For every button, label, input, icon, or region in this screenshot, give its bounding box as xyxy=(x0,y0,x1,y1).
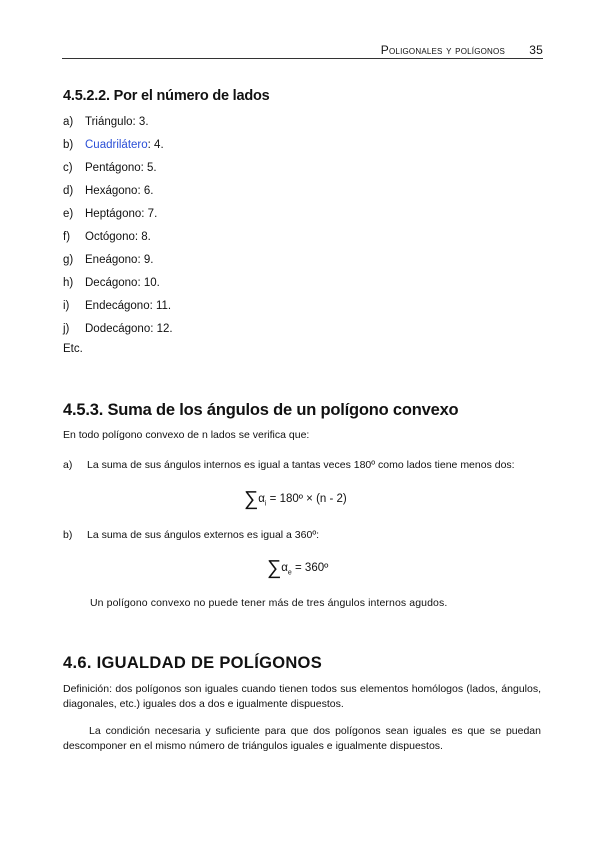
list-item xyxy=(63,274,173,297)
definition-paragraph: Definición: dos polígonos son iguales cuando tienen todos sus elementos homólogos (lados, ángulos, diagonales, etc.) iguales dos a dos e igualmente dispuestos. xyxy=(63,683,541,710)
side-count: : 8. xyxy=(134,231,151,243)
list-item xyxy=(63,182,173,205)
list-marker: c) xyxy=(63,162,73,174)
quadrilateral-link[interactable]: Cuadrilátero xyxy=(85,139,148,151)
item-text: La suma de sus ángulos internos es igual a tantas veces 180º como lados tiene menos dos: xyxy=(87,459,515,471)
list-item xyxy=(63,297,173,320)
list-item xyxy=(63,159,173,182)
item-text: La suma de sus ángulos externos es igual a 360º: xyxy=(87,529,320,541)
subscript-i: i xyxy=(264,500,267,508)
item-marker: a) xyxy=(63,459,73,471)
polygon-name: Pentágono xyxy=(85,162,141,174)
section-heading-equality: 4.6. IGUALDAD DE POLÍGONOS xyxy=(63,654,322,672)
polygon-name: Dodecágono xyxy=(85,323,151,335)
side-count: : 3. xyxy=(132,116,149,128)
polygon-name: Hexágono xyxy=(85,185,138,197)
item-marker: b) xyxy=(63,529,73,541)
side-count: : 10. xyxy=(137,277,160,289)
side-count: : 7. xyxy=(141,208,158,220)
list-marker: a) xyxy=(63,116,74,128)
list-item xyxy=(63,228,173,251)
list-item xyxy=(63,136,173,159)
side-count: : 9. xyxy=(137,254,154,266)
acute-angles-note: Un polígono convexo no puede tener más de tres ángulos internos agudos. xyxy=(90,597,448,609)
list-marker: i) xyxy=(63,300,70,312)
side-count: : 5. xyxy=(140,162,157,174)
list-marker: j) xyxy=(63,323,70,335)
formula-external-sum xyxy=(267,557,328,580)
condition-paragraph: La condición necesaria y suficiente para que dos polígonos sean iguales es que se puedan descomponer en el mismo número de triángulos iguales e igualmente dispuestos. xyxy=(63,725,541,752)
list-item xyxy=(63,251,173,274)
item-internal-angles xyxy=(63,458,541,473)
page-header xyxy=(62,40,543,59)
list-marker: e) xyxy=(63,208,74,220)
alpha-symbol: α xyxy=(281,562,288,574)
page-number: 35 xyxy=(529,43,543,57)
polygon-name: Eneágono xyxy=(85,254,138,266)
formula-internal-sum xyxy=(244,488,347,511)
subscript-e: e xyxy=(287,569,292,577)
polygon-name: Endecágono xyxy=(85,300,150,312)
sigma-symbol: ∑ xyxy=(244,488,259,510)
formula-rhs: = 360º xyxy=(291,562,329,574)
list-item xyxy=(63,113,173,136)
etc-text: Etc. xyxy=(63,343,83,355)
list-marker: d) xyxy=(63,185,74,197)
polygon-name: Octógono xyxy=(85,231,135,243)
list-item xyxy=(63,205,173,228)
polygon-name: Decágono xyxy=(85,277,138,289)
polygon-name: Triángulo xyxy=(85,116,133,128)
side-count: : 4. xyxy=(147,139,164,151)
alpha-symbol: α xyxy=(258,493,265,505)
side-count: : 6. xyxy=(137,185,154,197)
sigma-symbol: ∑ xyxy=(267,557,282,579)
running-title: Poligonales y polígonos xyxy=(380,43,505,57)
list-marker: f) xyxy=(63,231,71,243)
item-external-angles xyxy=(63,528,541,543)
formula-rhs: = 180º × (n - 2) xyxy=(266,493,347,505)
list-marker: g) xyxy=(63,254,74,266)
side-count: : 11. xyxy=(149,300,172,312)
list-marker: h) xyxy=(63,277,74,289)
section-heading-sum: 4.5.3. Suma de los ángulos de un polígono convexo xyxy=(63,401,459,419)
subsection-heading: 4.5.2.2. Por el número de lados xyxy=(63,88,270,104)
list-item xyxy=(63,320,173,343)
section-intro: En todo polígono convexo de n lados se verifica que: xyxy=(63,429,310,441)
polygon-name: Heptágono xyxy=(85,208,142,220)
side-count: : 12. xyxy=(150,323,173,335)
list-marker: b) xyxy=(63,139,74,151)
polygon-list xyxy=(63,113,173,343)
